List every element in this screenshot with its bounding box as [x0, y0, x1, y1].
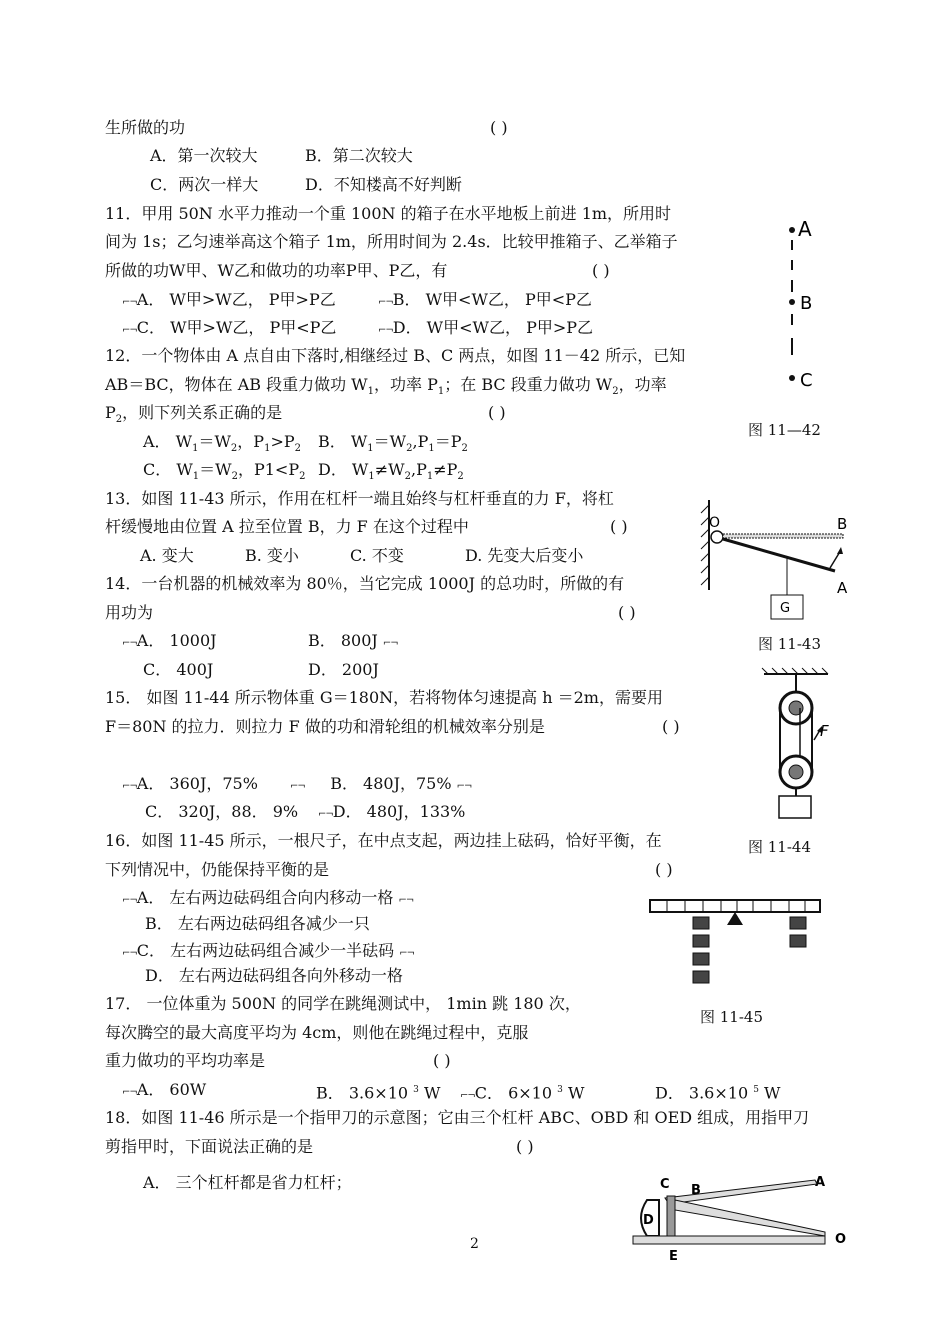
- point-a-dot: [789, 227, 795, 233]
- lever-abc: [665, 1180, 817, 1204]
- q17-option-b: B． 3.6×10 $^3$ W: [316, 1083, 441, 1103]
- right-weight-1: [790, 917, 806, 929]
- q12-option-d: D． $W_1\ne W_2,P_1\ne P_2$: [318, 460, 464, 483]
- figure-11-46-nail-clipper: [625, 1170, 855, 1264]
- q18-line2: 剪指甲时，下面说法正确的是: [105, 1137, 314, 1156]
- q14-option-c: C． 400J: [143, 660, 214, 679]
- q12-option-c: C． $W_1=W_2$，$P1<P_2$: [143, 460, 306, 483]
- q13-line1: 13．如图 11-43 所示，作用在杠杆一端且始终与杠杆垂直的力 F，将杠: [105, 489, 614, 508]
- q15-option-a: ⌐¬A． 360J，75%: [122, 774, 258, 793]
- q15-line1: 15． 如图 11-44 所示物体重 G＝180N，若将物体匀速提高 h ＝2m，需要用: [105, 688, 663, 707]
- fig46-label-b: B: [691, 1183, 701, 1198]
- figure-11-43-diagram: [695, 495, 855, 625]
- q15-answer-bracket: ( ): [662, 717, 680, 736]
- lever-position-a: [723, 539, 835, 571]
- q10-option-a: A．第一次较大: [150, 146, 258, 165]
- q17-option-a: ⌐¬A． 60W: [122, 1080, 207, 1099]
- fig43-label-o: O: [709, 515, 721, 531]
- pin-bd: [667, 1196, 675, 1240]
- q14-line1: 14．一台机器的机械效率为 80％，当它完成 1000J 的总功时，所做的有: [105, 574, 625, 593]
- fig46-label-c: C: [660, 1177, 670, 1192]
- fig44-label-f: F: [820, 722, 829, 740]
- fig42-caption: 图 11—42: [748, 421, 821, 439]
- fig44-caption: 图 11-44: [748, 838, 812, 856]
- q12-option-b: B． $W_1=W_2,P_1=P_2$: [318, 432, 468, 455]
- q17-line3: 重力做功的平均功率是: [105, 1051, 266, 1070]
- fig46-label-a: A: [815, 1175, 826, 1190]
- q17-answer-bracket: ( ): [433, 1051, 451, 1070]
- q14-option-b: B． 800J ⌐¬: [308, 631, 398, 650]
- q16-option-b: B． 左右两边砝码组各减少一只: [145, 914, 370, 933]
- fig46-label-d: D: [643, 1213, 654, 1228]
- fig46-label-o: O: [835, 1232, 847, 1247]
- q14-answer-bracket: ( ): [618, 603, 636, 622]
- q14-option-d: D． 200J: [308, 660, 379, 679]
- q12-answer-bracket: ( ): [488, 403, 506, 422]
- fig43-caption: 图 11-43: [758, 635, 822, 653]
- q11-line2: 间为 1s；乙匀速举高这个箱子 1m，所用时间为 2.4s．比较甲推箱子、乙举箱子: [105, 232, 678, 251]
- left-weight-4: [693, 971, 709, 983]
- q13-answer-bracket: ( ): [610, 517, 628, 536]
- q12-option-a: A． $W_1=W_2$，$P_1>P_2$: [143, 432, 301, 455]
- q12-line1: 12．一个物体由 A 点自由下落时,相继经过 B、C 两点，如图 11－42 所示，已知: [105, 346, 686, 365]
- left-weight-3: [693, 953, 709, 965]
- q18-option-a: A． 三个杠杆都是省力杠杆；: [143, 1173, 352, 1192]
- q11-line3: 所做的功W甲、W乙和做功的功率P甲、P乙，有: [105, 261, 448, 280]
- point-c-dot: [789, 375, 795, 381]
- q13-option-c: C. 不变: [350, 546, 404, 565]
- fig43-label-a: A: [837, 579, 848, 597]
- q11-option-b: ⌐¬B． W甲<W乙， P甲<P乙: [378, 290, 592, 309]
- q17-line1: 17． 一位体重为 500N 的同学在跳绳测试中， 1min 跳 180 次，: [105, 994, 581, 1013]
- pivot-o: [711, 531, 723, 543]
- fig42-label-c: C: [800, 370, 813, 391]
- q10-option-b: B．第二次较大: [305, 146, 413, 165]
- lever-oed: [633, 1236, 825, 1244]
- fig43-label-g: G: [780, 601, 791, 616]
- q16-answer-bracket: ( ): [655, 860, 673, 879]
- q11-line1: 11．甲用 50N 水平力推动一个重 100N 的箱子在水平地板上前进 1m，所用时: [105, 204, 672, 223]
- q18-line1: 18．如图 11-46 所示是一个指甲刀的示意图；它由三个杠杆 ABC、OBD 和 OED 组成，用指甲刀: [105, 1108, 810, 1127]
- fig42-label-a: A: [798, 217, 812, 241]
- q13-option-d: D. 先变大后变小: [465, 546, 584, 565]
- q13-line2: 杆缓慢地由位置 A 拉至位置 B，力 F 在这个过程中: [105, 517, 469, 536]
- q14-option-a: ⌐¬A． 1000J: [122, 631, 217, 650]
- q18-answer-bracket: ( ): [516, 1137, 534, 1156]
- load-block: [779, 796, 811, 818]
- q11-answer-bracket: ( ): [592, 261, 610, 280]
- q15-line2: F＝80N 的拉力．则拉力 F 做的功和滑轮组的机械效率分别是: [105, 717, 545, 736]
- fig46-label-e: E: [669, 1249, 678, 1264]
- q16-line2: 下列情况中，仍能保持平衡的是: [105, 860, 330, 879]
- fig45-caption: 图 11-45: [700, 1008, 764, 1026]
- ruler: [650, 900, 820, 912]
- q16-option-d: D． 左右两边砝码组各向外移动一格: [145, 966, 403, 985]
- q11-option-d: ⌐¬D． W甲<W乙， P甲>P乙: [378, 318, 594, 337]
- q13-option-b: B. 变小: [245, 546, 299, 565]
- q10-stem-tail: 生所做的功: [105, 118, 186, 137]
- q17-line2: 每次腾空的最大高度平均为 4cm，则他在跳绳过程中，克服: [105, 1023, 529, 1042]
- q15-option-d: ⌐¬D． 480J，133%: [318, 802, 466, 821]
- q12-line2: AB＝BC，物体在 AB 段重力做功 $W_1$，功率 $P_1$；在 BC 段重力做功 $W_2$，功率: [105, 375, 667, 398]
- fulcrum: [727, 912, 743, 925]
- q10-answer-bracket: ( ): [490, 118, 508, 137]
- q11-option-c: ⌐¬C． W甲>W乙， P甲<P乙: [122, 318, 337, 337]
- lever-obd: [675, 1200, 825, 1236]
- point-b-dot: [789, 299, 795, 305]
- q14-line2: 用功为: [105, 603, 154, 622]
- q10-option-c: C．两次一样大: [150, 175, 259, 194]
- q13-option-a: A. 变大: [140, 546, 194, 565]
- figure-11-44-pulley: [762, 668, 842, 828]
- q12-line3: $P_2$，则下列关系正确的是: [105, 403, 283, 426]
- fig42-label-b: B: [800, 293, 813, 314]
- figure-11-42-diagram: [770, 210, 830, 400]
- q16-line1: 16．如图 11-45 所示，一根尺子，在中点支起，两边挂上砝码，恰好平衡，在: [105, 831, 662, 850]
- figure-11-45-balance: [645, 895, 825, 1005]
- q15-option-b: ⌐¬ B． 480J，75% ⌐¬: [290, 774, 472, 793]
- q16-option-a: ⌐¬A． 左右两边砝码组合向内移动一格 ⌐¬: [122, 888, 414, 907]
- q10-option-d: D．不知楼高不好判断: [305, 175, 462, 194]
- fig43-label-b: B: [837, 515, 848, 533]
- q17-option-d: D． 3.6×10 $^5$ W: [655, 1083, 781, 1103]
- q16-option-c: ⌐¬C． 左右两边砝码组合减少一半砝码 ⌐¬: [122, 941, 414, 960]
- right-weight-2: [790, 935, 806, 947]
- left-weight-1: [693, 917, 709, 929]
- q15-option-c: C． 320J，88． 9%: [145, 802, 299, 821]
- lever-position-b: [723, 534, 843, 538]
- page-number: 2: [470, 1236, 479, 1252]
- q17-option-c: ⌐¬C． 6×10 $^3$ W: [460, 1083, 585, 1103]
- left-weight-2: [693, 935, 709, 947]
- q11-option-a: ⌐¬A． W甲>W乙， P甲>P乙: [122, 290, 336, 309]
